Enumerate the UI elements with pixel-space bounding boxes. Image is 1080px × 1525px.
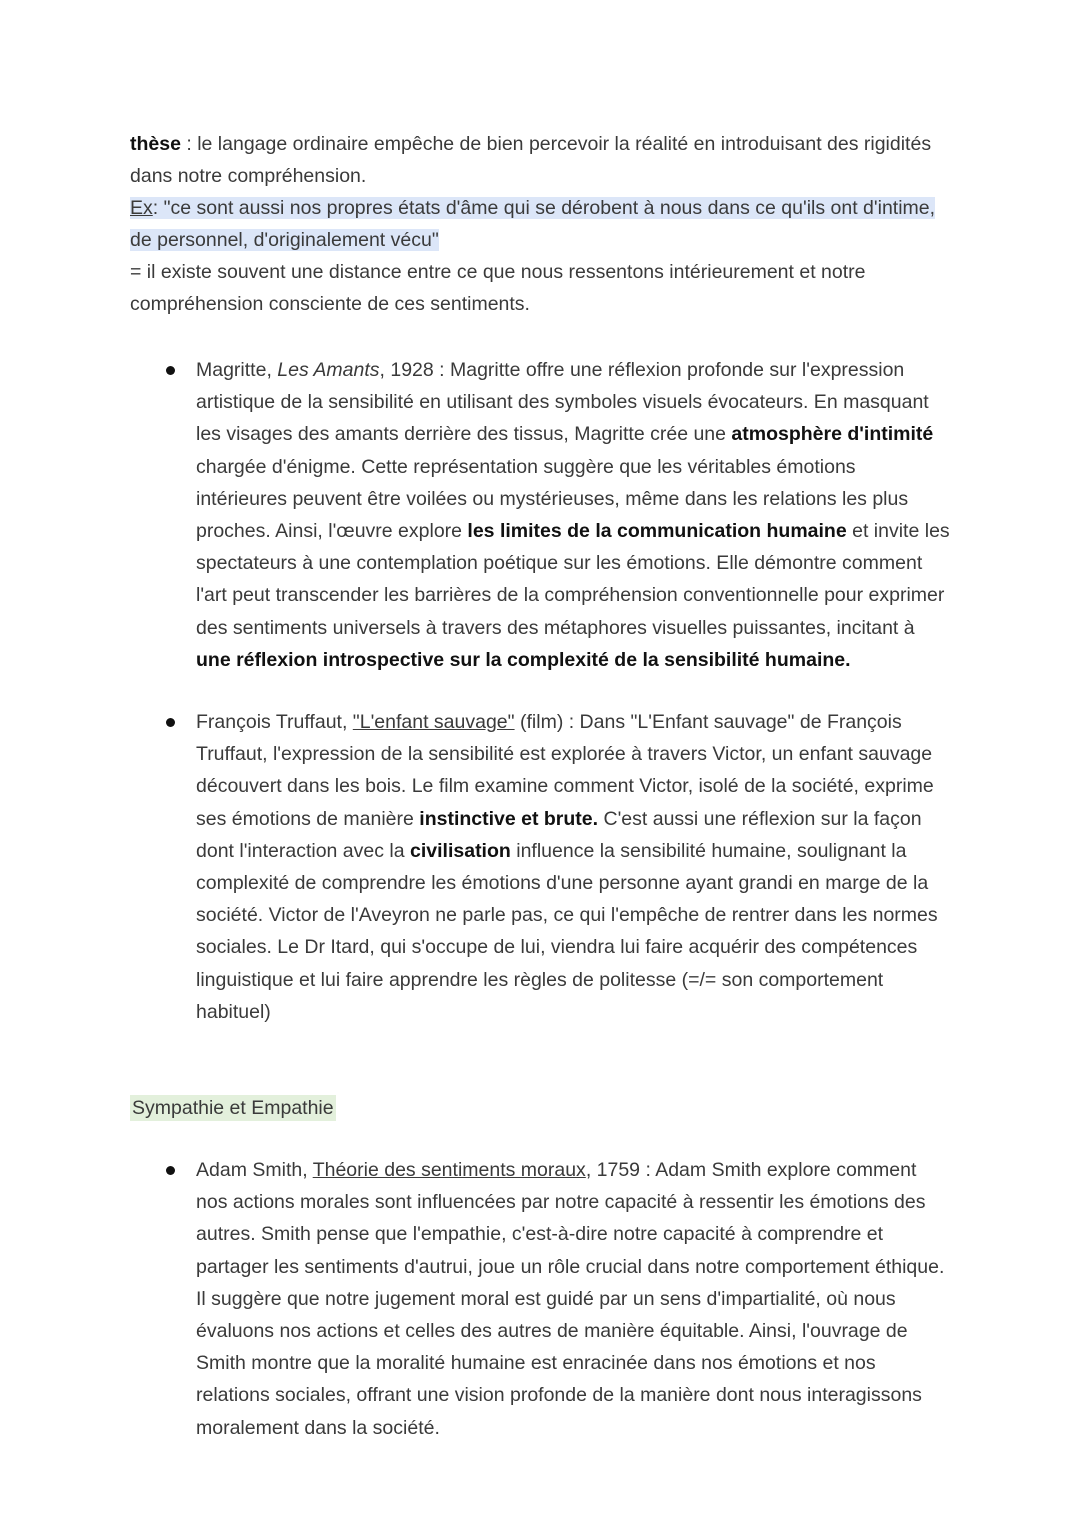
list-item-smith [130, 1154, 950, 1444]
truffaut-text: François Truffaut, [196, 711, 353, 734]
bullet-icon [166, 1166, 175, 1175]
list-item-truffaut [130, 706, 950, 1028]
magritte-text: , 1928 : Magritte offre une réflexion profonde sur l'expression artistique de la sensibilité en utilisant des symboles visuels évocateurs. En masquant les visages des amants derrière des tissus, Magritte crée une [196, 359, 929, 446]
magritte-bold: une réflexion introspective sur la complexité de la sensibilité humaine. [196, 648, 851, 671]
truffaut-bold: civilisation [410, 839, 511, 862]
these-paragraph [130, 128, 950, 192]
magritte-bold: les limites de la communication humaine [467, 520, 847, 543]
truffaut-text: influence la sensibilité humaine, soulignant la complexité de comprendre les émotions d'une personne ayant grandi en marge de la société. Victor de l'Aveyron ne parle pas, ce qui l'empêche de rentrer dans les normes sociales. Le Dr Itard, qui s'occupe de lui, viendra lui faire acquérir des compétences linguistique et lui faire apprendre les règles de politesse (=/= son comportement habituel) [196, 839, 938, 1023]
magritte-text: Magritte, [196, 359, 278, 381]
explanation-paragraph: = il existe souvent une distance entre ce que nous ressentons intérieurement et notre compréhension consciente de ces sentiments. [130, 261, 866, 315]
section-title: Sympathie et Empathie [132, 1097, 334, 1120]
example-quote: : "ce sont aussi nos propres états d'âme qui se dérobent à nous dans ce qu'ils ont d'intime, de personnel, d'originalement vécu" [130, 197, 936, 251]
smith-text: Adam Smith, [196, 1159, 313, 1182]
magritte-title: Les Amants [277, 359, 380, 381]
magritte-bold: atmosphère d'intimité [731, 423, 934, 446]
section-title-paragraph [130, 1092, 950, 1124]
example-highlight [130, 197, 935, 251]
bullet-icon [166, 366, 175, 375]
smith-title: Théorie des sentiments moraux [312, 1159, 586, 1182]
example-label: Ex [130, 197, 153, 219]
these-label: thèse [130, 133, 181, 155]
example-paragraph [130, 192, 950, 256]
magritte-text: chargée d'énigme. Cette représentation suggère que les véritables émotions intérieures peuvent être voilées ou mystérieuses, même dans les relations les plus proches. Ainsi, l'œuvre explore [196, 455, 909, 543]
smith-text: , 1759 : Adam Smith explore comment nos actions morales sont influencées par notre capacité à ressentir les émotions des autres. Smith pense que l'empathie, c'est-à-dire notre capacité à comprendre et partager les sentiments d'autrui, joue un rôle crucial dans notre comportement éthique. Il suggère que notre jugement moral est guidé par un sens d'impartialité, où nous évaluons nos actions et celles des autres de manière équitable. Ainsi, l'ouvrage de Smith montre que la moralité humaine est enracinée dans nos émotions et nos relations sociales, offrant une vision profonde de la manière dont nous interagissons moralement dans la société. [196, 1159, 945, 1439]
truffaut-title: "L'enfant sauvage" [352, 711, 515, 734]
list-item-magritte [130, 354, 950, 676]
bullet-icon [166, 718, 175, 727]
magritte-text: et invite les spectateurs à une contemplation poétique sur les émotions. Elle démontre comment l'art peut transcender les barrières de la compréhension conventionnelle pour exprimer des sentiments universels à travers des métaphores visuelles puissantes, incitant à [196, 520, 950, 639]
truffaut-text: (film) : Dans "L'Enfant sauvage" de François Truffaut, l'expression de la sensibilité est explorée à travers Victor, un enfant sauvage découvert dans les bois. Le film examine comment Victor, isolé de la société, exprime ses émotions de manière [196, 711, 934, 830]
truffaut-text: C'est aussi une réflexion sur la façon dont l'interaction avec la [196, 807, 922, 862]
document-page [130, 128, 950, 1444]
truffaut-bold: instinctive et brute. [419, 807, 599, 830]
these-text: : le langage ordinaire empêche de bien percevoir la réalité en introduisant des rigidités dans notre compréhension. [130, 133, 932, 187]
